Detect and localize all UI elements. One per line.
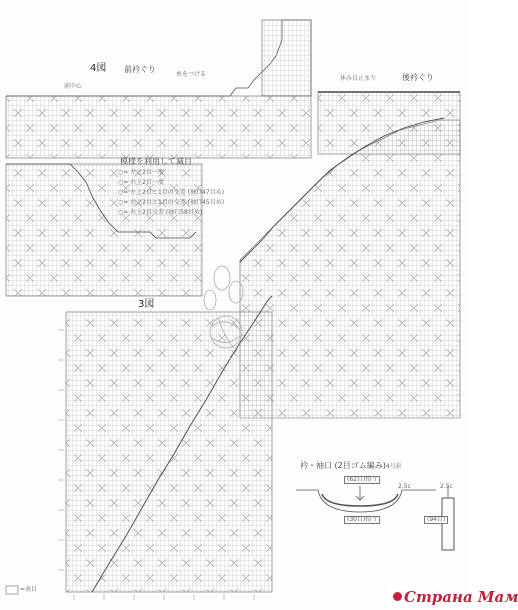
neckband-title: 衿・袖口 (2目ゴム編み)4号針 bbox=[300, 461, 402, 470]
fig4-grid bbox=[6, 20, 311, 158]
back-neck-title: 後衿ぐり bbox=[402, 73, 434, 82]
note-row: ○= 右上2目一度 bbox=[118, 179, 165, 186]
fig3-title: 3図 bbox=[138, 299, 155, 310]
legend-text: =表目 bbox=[20, 586, 38, 593]
rest-stop-label: 休み目止まり bbox=[340, 75, 377, 82]
thread-attach-label: 糸をつける bbox=[176, 71, 207, 78]
legend-swatch bbox=[6, 586, 18, 594]
pattern-decrease-label: 模様を利用して減目 bbox=[120, 157, 192, 166]
neckband-pick-62: (62目)拾う bbox=[344, 476, 380, 484]
note-row: ○= 左上2目一度 bbox=[118, 169, 165, 176]
watermark-dot-icon bbox=[393, 592, 402, 601]
note-row: ○= 左上2目と1目の交差 (袖口47目め) bbox=[118, 189, 225, 196]
neckband-pick-30: (30目)拾う bbox=[344, 516, 380, 524]
neckband-width-b: 2.5c bbox=[440, 483, 453, 490]
fig4-title: 4図 bbox=[90, 63, 107, 74]
note-row: ○= 右上2目と1目の交差 (袖口45目め) bbox=[118, 199, 225, 206]
watermark-text: Страна Мам bbox=[404, 588, 518, 606]
left-mid-grid bbox=[6, 164, 202, 296]
fig3-grid bbox=[58, 296, 272, 600]
neckband-stitches-94: (94目) bbox=[424, 516, 448, 524]
center-front-label: 前中心 bbox=[64, 83, 83, 90]
fig4-subtitle: 前衿ぐり bbox=[124, 65, 156, 74]
neckband-width-a: 2.5c bbox=[398, 483, 411, 490]
note-row: ○= 右上2目交差 (袖口58目め) bbox=[118, 209, 203, 216]
diagonal-panel-grid bbox=[240, 118, 460, 418]
